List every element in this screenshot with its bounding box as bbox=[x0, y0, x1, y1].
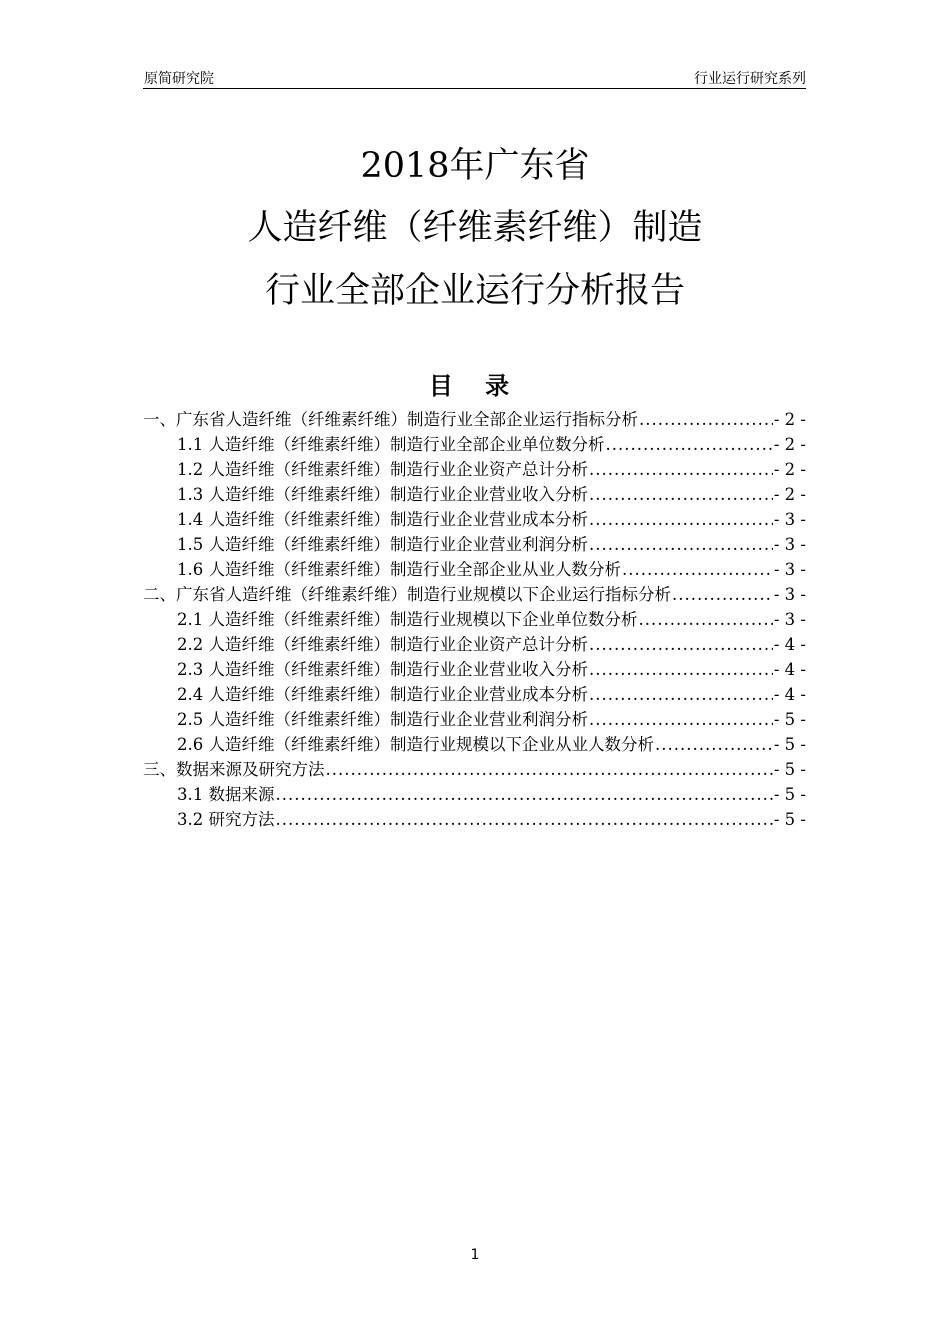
toc-leader-dots bbox=[589, 510, 773, 529]
toc-entry[interactable] bbox=[143, 756, 806, 781]
toc-entry-page: - 5 - bbox=[773, 810, 806, 829]
toc-entry-title: 2.3 人造纤维（纤维素纤维）制造行业企业营业收入分析 bbox=[177, 660, 588, 679]
toc-entry[interactable] bbox=[143, 481, 806, 506]
toc-entry[interactable] bbox=[143, 431, 806, 456]
toc-entry[interactable] bbox=[143, 781, 806, 806]
toc-leader-dots bbox=[589, 460, 773, 479]
toc-entry[interactable] bbox=[143, 531, 806, 556]
toc-entry-title: 1.5 人造纤维（纤维素纤维）制造行业企业营业利润分析 bbox=[177, 535, 588, 554]
toc-leader-dots bbox=[672, 585, 773, 604]
page-number: 1 bbox=[470, 1247, 480, 1263]
toc-leader-dots bbox=[606, 435, 773, 454]
toc-leader-dots bbox=[276, 810, 773, 829]
table-of-contents bbox=[143, 406, 806, 831]
toc-entry-title: 1.1 人造纤维（纤维素纤维）制造行业全部企业单位数分析 bbox=[177, 435, 605, 454]
toc-entry-title: 2.5 人造纤维（纤维素纤维）制造行业企业营业利润分析 bbox=[177, 710, 588, 729]
toc-entry[interactable] bbox=[143, 706, 806, 731]
toc-entry-title: 3.2 研究方法 bbox=[177, 810, 275, 829]
toc-leader-dots bbox=[589, 485, 773, 504]
header-org: 原简研究院 bbox=[144, 71, 214, 87]
toc-entry-page: - 5 - bbox=[773, 760, 806, 779]
toc-entry-page: - 3 - bbox=[773, 610, 806, 629]
header-series: 行业运行研究系列 bbox=[694, 71, 806, 87]
toc-entry[interactable] bbox=[143, 656, 806, 681]
toc-entry-page: - 4 - bbox=[773, 660, 806, 679]
toc-entry[interactable] bbox=[143, 681, 806, 706]
toc-entry-title: 一、广东省人造纤维（纤维素纤维）制造行业全部企业运行指标分析 bbox=[143, 410, 638, 429]
toc-entry-page: - 5 - bbox=[773, 785, 806, 804]
toc-entry[interactable] bbox=[143, 406, 806, 431]
toc-leader-dots bbox=[655, 735, 773, 754]
toc-leader-dots bbox=[589, 535, 773, 554]
toc-leader-dots bbox=[276, 785, 773, 804]
toc-entry[interactable] bbox=[143, 631, 806, 656]
toc-entry[interactable] bbox=[143, 456, 806, 481]
toc-entry[interactable] bbox=[143, 606, 806, 631]
toc-entry-page: - 2 - bbox=[773, 435, 806, 454]
toc-entry-title: 1.2 人造纤维（纤维素纤维）制造行业企业资产总计分析 bbox=[177, 460, 588, 479]
toc-entry-title: 2.4 人造纤维（纤维素纤维）制造行业企业营业成本分析 bbox=[177, 685, 588, 704]
toc-heading: 目 录 bbox=[428, 372, 522, 400]
toc-leader-dots bbox=[622, 560, 773, 579]
toc-entry-page: - 4 - bbox=[773, 685, 806, 704]
toc-entry-page: - 5 - bbox=[773, 710, 806, 729]
toc-entry-title: 3.1 数据来源 bbox=[177, 785, 275, 804]
toc-entry[interactable] bbox=[143, 556, 806, 581]
toc-leader-dots bbox=[589, 685, 773, 704]
toc-entry-title: 1.3 人造纤维（纤维素纤维）制造行业企业营业收入分析 bbox=[177, 485, 588, 504]
title-line-3: 行业全部企业运行分析报告 bbox=[264, 271, 685, 311]
toc-entry-title: 三、数据来源及研究方法 bbox=[143, 760, 325, 779]
toc-entry[interactable] bbox=[143, 806, 806, 831]
toc-leader-dots bbox=[639, 610, 773, 629]
toc-entry-title: 二、广东省人造纤维（纤维素纤维）制造行业规模以下企业运行指标分析 bbox=[143, 585, 671, 604]
toc-entry[interactable] bbox=[143, 506, 806, 531]
toc-entry-page: - 5 - bbox=[773, 735, 806, 754]
toc-entry-title: 2.6 人造纤维（纤维素纤维）制造行业规模以下企业从业人数分析 bbox=[177, 735, 654, 754]
page-header bbox=[143, 66, 806, 89]
toc-entry-page: - 2 - bbox=[773, 460, 806, 479]
toc-leader-dots bbox=[589, 710, 773, 729]
toc-entry-title: 2.1 人造纤维（纤维素纤维）制造行业规模以下企业单位数分析 bbox=[177, 610, 638, 629]
toc-entry-page: - 3 - bbox=[773, 585, 806, 604]
toc-leader-dots bbox=[326, 760, 773, 779]
toc-entry-title: 2.2 人造纤维（纤维素纤维）制造行业企业资产总计分析 bbox=[177, 635, 588, 654]
toc-entry-title: 1.6 人造纤维（纤维素纤维）制造行业全部企业从业人数分析 bbox=[177, 560, 621, 579]
toc-entry-page: - 2 - bbox=[773, 485, 806, 504]
toc-entry-page: - 2 - bbox=[773, 410, 806, 429]
toc-entry-title: 1.4 人造纤维（纤维素纤维）制造行业企业营业成本分析 bbox=[177, 510, 588, 529]
toc-entry-page: - 4 - bbox=[773, 635, 806, 654]
title-line-2: 人造纤维（纤维素纤维）制造 bbox=[247, 208, 703, 248]
toc-entry-page: - 3 - bbox=[773, 510, 806, 529]
toc-entry-page: - 3 - bbox=[773, 560, 806, 579]
toc-entry-page: - 3 - bbox=[773, 535, 806, 554]
title-line-1: 2018年广东省 bbox=[360, 146, 590, 186]
toc-leader-dots bbox=[589, 635, 773, 654]
toc-leader-dots bbox=[589, 660, 773, 679]
toc-leader-dots bbox=[639, 410, 773, 429]
toc-entry[interactable] bbox=[143, 581, 806, 606]
toc-entry[interactable] bbox=[143, 731, 806, 756]
